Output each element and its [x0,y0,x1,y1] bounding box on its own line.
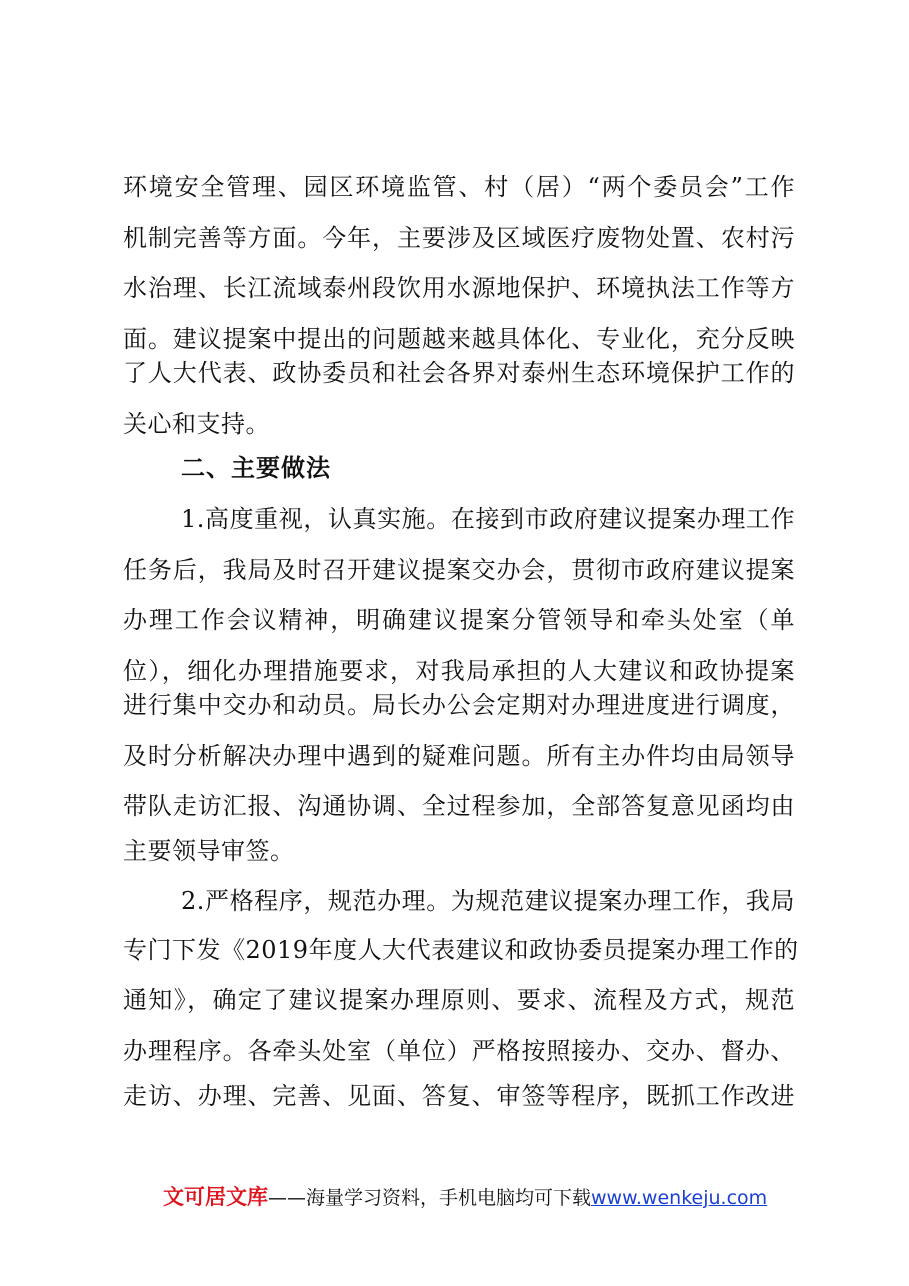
text-line: 办理程序。各牵头处室（单位）严格按照接办、交办、督办、 [123,1037,795,1065]
text-line: 机制完善等方面。今年，主要涉及区域医疗废物处置、农村污 [123,224,795,252]
footer-url-link[interactable]: www.wenkeju.com [591,1187,768,1209]
text-line: 2.严格程序，规范办理。为规范建议提案办理工作，我局 [181,887,795,915]
footer-banner [163,1180,767,1214]
text-line: 1.高度重视，认真实施。在接到市政府建议提案办理工作 [181,505,795,533]
text-line: 走访、办理、完善、见面、答复、审签等程序，既抓工作改进 [123,1082,795,1110]
footer-brand: 文可居文库 [163,1185,268,1209]
text-line: 通知》，确定了建议提案办理原则、要求、流程及方式，规范 [123,986,795,1014]
text-line: 专门下发《2019年度人大代表建议和政协委员提案办理工作的 [123,936,799,964]
text-line: 任务后，我局及时召开建议提案交办会，贯彻市政府建议提案 [123,556,795,584]
text-line: 面。建议提案中提出的问题越来越具体化、专业化，充分反映 [123,325,795,353]
text-line: 环境安全管理、园区环境监管、村（居）“两个委员会”工作 [123,173,795,201]
section-heading: 二、主要做法 [181,454,331,482]
text-line: 水治理、长江流域泰州段饮用水源地保护、环境执法工作等方 [123,274,795,302]
text-line: 进行集中交办和动员。局长办公会定期对办理进度进行调度， [123,691,795,719]
footer-tagline: ——海量学习资料，手机电脑均可下载 [268,1187,592,1209]
text-line: 及时分析解决办理中遇到的疑难问题。所有主办件均由局领导 [123,742,795,770]
text-line: 带队走访汇报、沟通协调、全过程参加，全部答复意见函均由 [123,792,795,820]
text-line: 办理工作会议精神，明确建议提案分管领导和牵头处室（单 [123,606,795,634]
text-line: 了人大代表、政协委员和社会各界对泰州生态环境保护工作的 [123,359,795,387]
text-line: 关心和支持。 [123,410,270,438]
text-line: 位），细化办理措施要求，对我局承担的人大建议和政协提案 [123,657,795,685]
text-line: 主要领导审签。 [123,837,295,865]
